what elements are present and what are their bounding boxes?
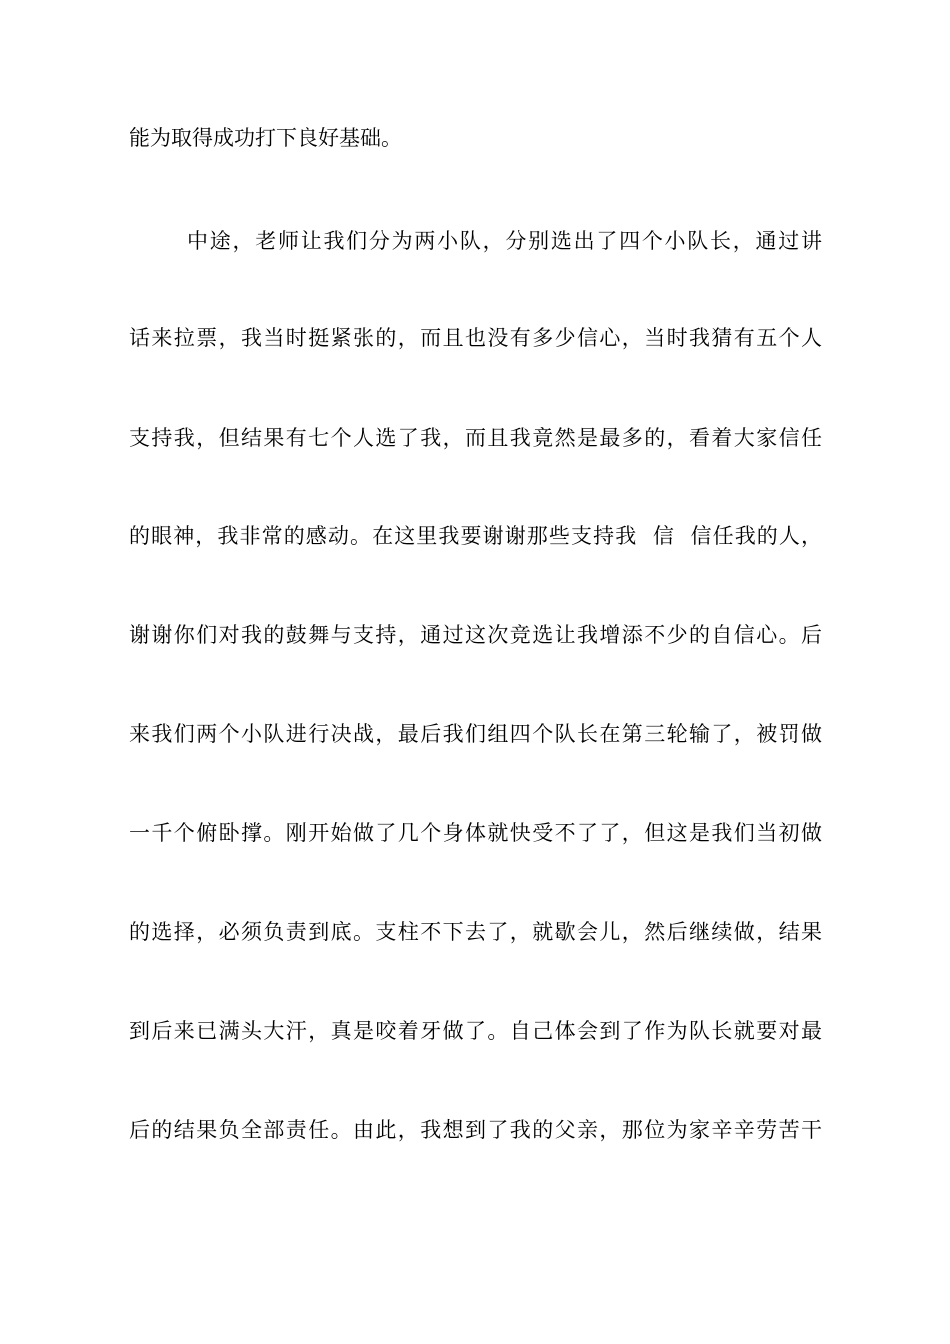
text-line: 一千个俯卧撑。刚开始做了几个身体就快受不了了，但这是我们当初做 — [129, 821, 822, 845]
paragraph-first-line: 中途，老师让我们分为两小队，分别选出了四个小队长，通过讲 — [187, 229, 822, 253]
text-line: 能为取得成功打下良好基础。 — [129, 126, 402, 150]
text-line: 后的结果负全部责任。由此，我想到了我的父亲，那位为家辛辛劳苦干 — [129, 1118, 822, 1142]
text-line: 谢谢你们对我的鼓舞与支持，通过这次竞选让我增添不少的自信心。后 — [129, 623, 822, 647]
text-line: 来我们两个小队进行决战，最后我们组四个队长在第三轮输了，被罚做 — [129, 722, 822, 746]
text-line: 话来拉票，我当时挺紧张的，而且也没有多少信心，当时我猜有五个人 — [129, 326, 822, 350]
text-line: 的眼神，我非常的感动。在这里我要谢谢那些支持我 信 信任我的人， — [129, 524, 822, 548]
text-line: 的选择，必须负责到底。支柱不下去了，就歇会儿，然后继续做，结果 — [129, 920, 822, 944]
text-line: 支持我，但结果有七个人选了我，而且我竟然是最多的，看着大家信任 — [129, 426, 822, 450]
text-line: 到后来已满头大汗，真是咬着牙做了。自己体会到了作为队长就要对最 — [129, 1019, 822, 1043]
